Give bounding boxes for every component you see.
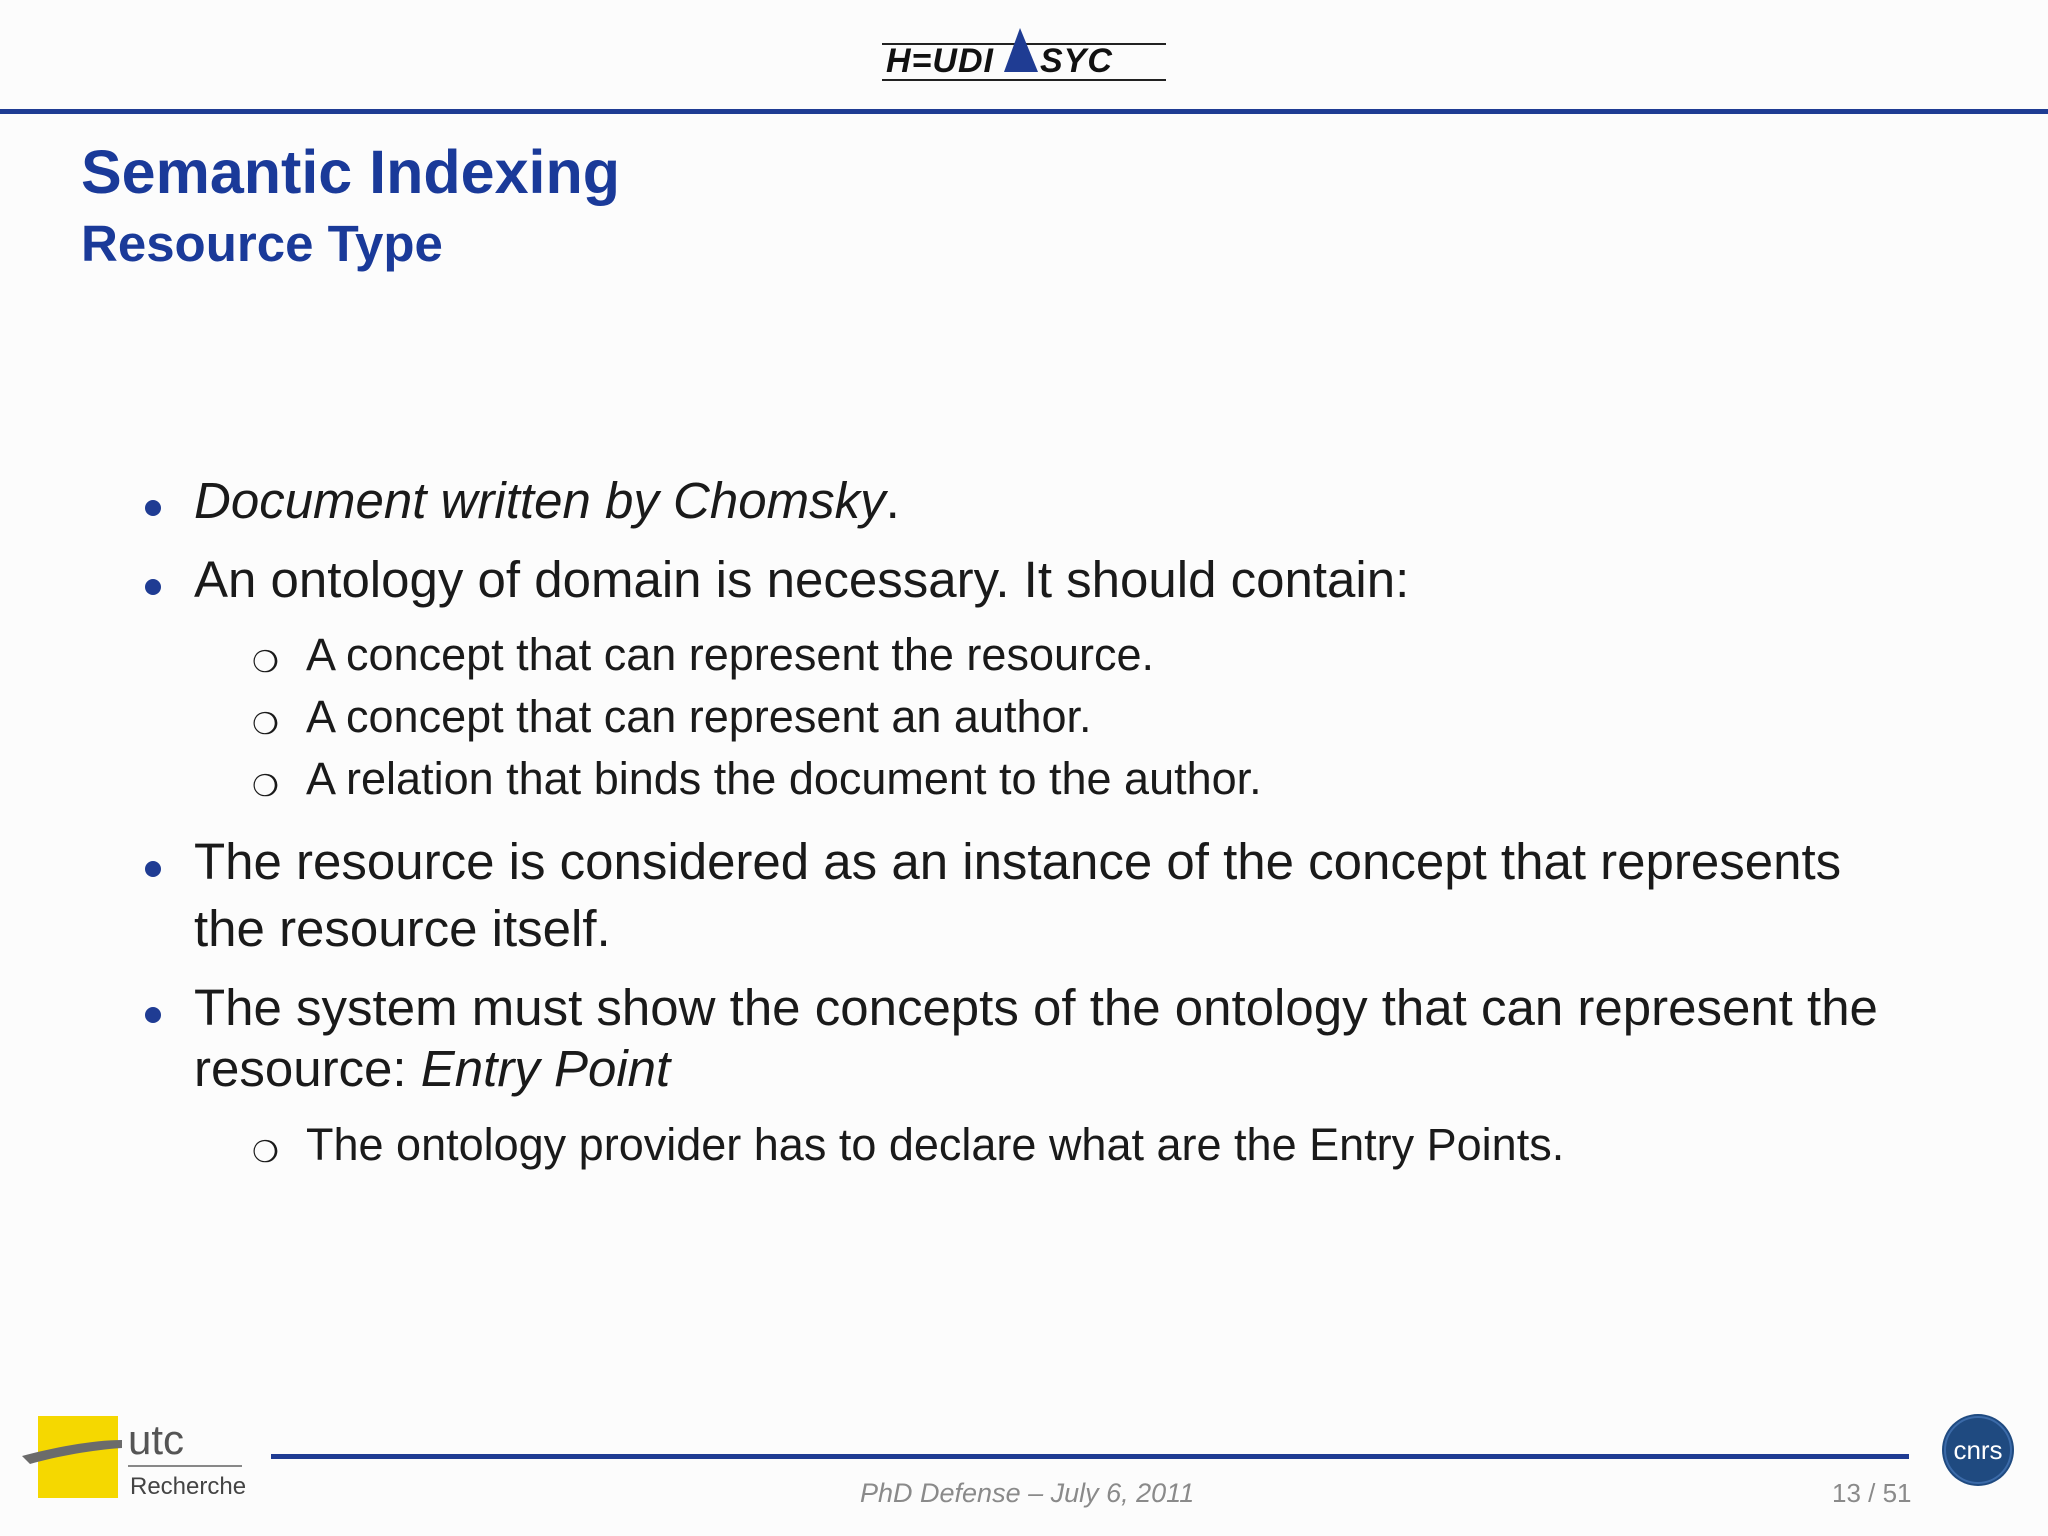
bullet-3-line-2: the resource itself. [194,900,611,957]
bullet-3-line-1: The resource is considered as an instance of the concept that represents [194,833,1842,890]
cnrs-logo [1940,1412,2016,1488]
bullet-4-line-2-plain: resource: [194,1040,421,1097]
bullet-4-line-2 [194,1039,670,1099]
bullet-2-sub-1: A concept that can represent the resource. [306,629,1155,680]
bullet-1-italic: Document written by Chomsky [194,472,886,529]
sub-bullet-marker: ❍ [252,1136,279,1169]
bullet-1-end: . [885,472,900,529]
bullet-dot [145,579,161,595]
sub-bullet-marker: ❍ [252,770,279,803]
header-rule [0,109,2048,114]
bullet-dot [145,1007,161,1023]
svg-text:Recherche: Recherche [130,1473,247,1500]
slide-subtitle: Resource Type [81,215,443,272]
bullet-2-sub-3: A relation that binds the document to the author. [306,753,1262,804]
heudiasyc-logo [878,22,1170,92]
bullet-2: An ontology of domain is necessary. It should contain: [194,551,1410,608]
sub-bullet-marker: ❍ [252,708,279,741]
footer-rule [271,1454,1909,1459]
bullet-dot [145,500,161,516]
footer-presentation-info: PhD Defense – July 6, 2011 [860,1478,1195,1508]
bullet-dot [145,861,161,877]
utc-recherche-logo [22,1410,252,1520]
sub-bullet-marker: ❍ [252,646,279,679]
bullet-4-line-2-italic: Entry Point [420,1040,671,1097]
svg-text:H=UDI: H=UDI [886,42,994,80]
bullet-1 [194,471,900,531]
svg-text:utc: utc [128,1416,185,1463]
svg-text:SYC: SYC [1040,42,1113,80]
slide-title: Semantic Indexing [81,138,620,206]
bullet-4-line-1: The system must show the concepts of the ontology that can represent the [194,979,1878,1036]
page-number: 13 / 51 [1832,1478,1912,1508]
bullet-2-sub-2: A concept that can represent an author. [306,691,1092,742]
bullet-4-sub-1: The ontology provider has to declare what are the Entry Points. [306,1119,1565,1170]
svg-text:cnrs: cnrs [1953,1435,2003,1465]
